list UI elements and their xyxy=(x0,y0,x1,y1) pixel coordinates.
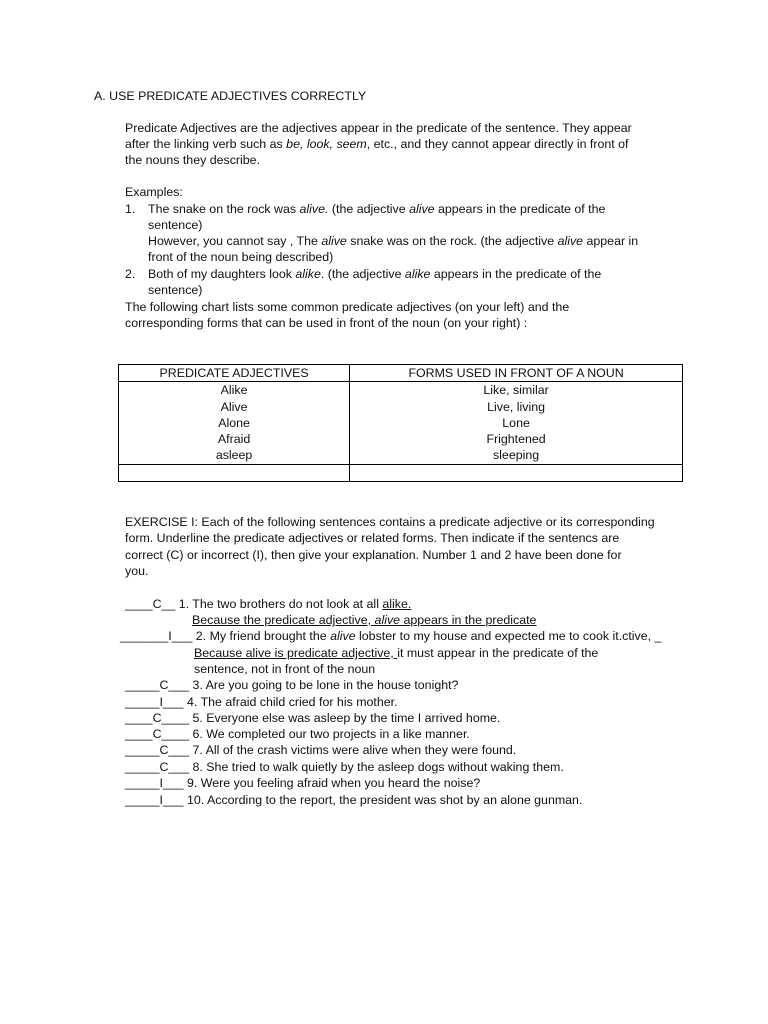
table-cell: sleeping xyxy=(492,448,540,463)
exercise-item-3: _____C___ 3. Are you going to be lone in the house tonight? xyxy=(125,678,459,692)
exercise-item-8: _____C___ 8. She tried to walk quietly by the asleep dogs without waking them. xyxy=(125,760,564,774)
chart-intro-line-1: The following chart lists some common predicate adjectives (on your left) and the xyxy=(125,300,570,314)
exercise-instructions-2: form. Underline the predicate adjectives or related forms. Then indicate if the sentencs are xyxy=(125,531,620,545)
intro-line-2: after the linking verb such as be, look, seem, etc., and they cannot appear directly in front of xyxy=(125,137,629,151)
table-empty-row xyxy=(119,464,683,481)
table-cell: Alone xyxy=(218,415,250,430)
table-row xyxy=(119,382,683,464)
table-cell: Afraid xyxy=(217,432,251,447)
example-2-line-2: sentence) xyxy=(148,283,203,297)
exercise-item-6: ____C____ 6. We completed our two projects in a like manner. xyxy=(125,727,470,741)
example-1-line-3: However, you cannot say , The alive snake was on the rock. (the adjective alive appear in xyxy=(148,234,639,248)
table-cell: Live, living xyxy=(487,399,545,414)
table-cell: asleep xyxy=(215,448,253,463)
exercise-item-2-explanation-2: sentence, not in front of the noun xyxy=(194,662,376,676)
table-header-forms: FORMS USED IN FRONT OF A NOUN xyxy=(350,365,683,382)
exercise-instructions-1: EXERCISE I: Each of the following sentences contains a predicate adjective or its corresponding xyxy=(125,515,655,529)
predicate-adjectives-cell xyxy=(119,382,350,464)
exercise-item-10: _____I___ 10. According to the report, the president was shot by an alone gunman. xyxy=(125,793,583,807)
table-cell: Lone xyxy=(502,415,530,430)
exercise-item-5: ____C____ 5. Everyone else was asleep by the time I arrived home. xyxy=(125,711,501,725)
table-cell: Frightened xyxy=(486,432,546,447)
table-cell: Alike xyxy=(220,383,248,398)
table-empty-cell xyxy=(350,464,683,481)
example-1-line-1: The snake on the rock was alive. (the adjective alive appears in the predicate of the xyxy=(148,202,606,216)
exercise-item-9: _____I___ 9. Were you feeling afraid when you heard the noise? xyxy=(125,776,481,790)
examples-label: Examples: xyxy=(125,185,183,199)
chart-intro-line-2: corresponding forms that can be used in front of the noun (on your right) : xyxy=(125,316,528,330)
example-2-number: 2. xyxy=(125,267,136,281)
exercise-item-1-explanation: Because the predicate adjective, alive appears in the predicate xyxy=(192,613,537,627)
intro-line-3: the nouns they describe. xyxy=(125,153,261,167)
intro-line-1: Predicate Adjectives are the adjectives appear in the predicate of the sentence. They appear xyxy=(125,121,632,135)
table-cell: Like, similar xyxy=(483,383,549,398)
table-empty-cell xyxy=(119,464,350,481)
example-1-line-2: sentence) xyxy=(148,218,203,232)
section-heading: A. USE PREDICATE ADJECTIVES CORRECTLY xyxy=(94,89,367,103)
exercise-item-2-explanation: Because alive is predicate adjective, it must appear in the predicate of the xyxy=(194,646,599,660)
predicate-adjectives-table xyxy=(118,364,683,482)
table-header-predicate: PREDICATE ADJECTIVES xyxy=(119,365,350,382)
example-1-number: 1. xyxy=(125,202,136,216)
noun-forms-cell xyxy=(350,382,683,464)
exercise-item-4: _____I___ 4. The afraid child cried for his mother. xyxy=(125,695,398,709)
exercise-item-1: ____C__ 1. The two brothers do not look at all alike. xyxy=(125,597,412,611)
exercise-instructions-3: correct (C) or incorrect (I), then give your explanation. Number 1 and 2 have been done for xyxy=(125,548,622,562)
example-1-line-4: front of the noun being described) xyxy=(148,250,334,264)
exercise-item-7: _____C___ 7. All of the crash victims were alive when they were found. xyxy=(125,743,517,757)
exercise-instructions-4: you. xyxy=(125,564,149,578)
example-2-line-1: Both of my daughters look alike. (the adjective alike appears in the predicate of the xyxy=(148,267,602,281)
table-cell: Alive xyxy=(220,399,248,414)
exercise-item-2: _______I___ 2. My friend brought the alive lobster to my house and expected me to cook it.ctive, _ xyxy=(120,629,662,643)
table-header-row xyxy=(119,365,683,382)
